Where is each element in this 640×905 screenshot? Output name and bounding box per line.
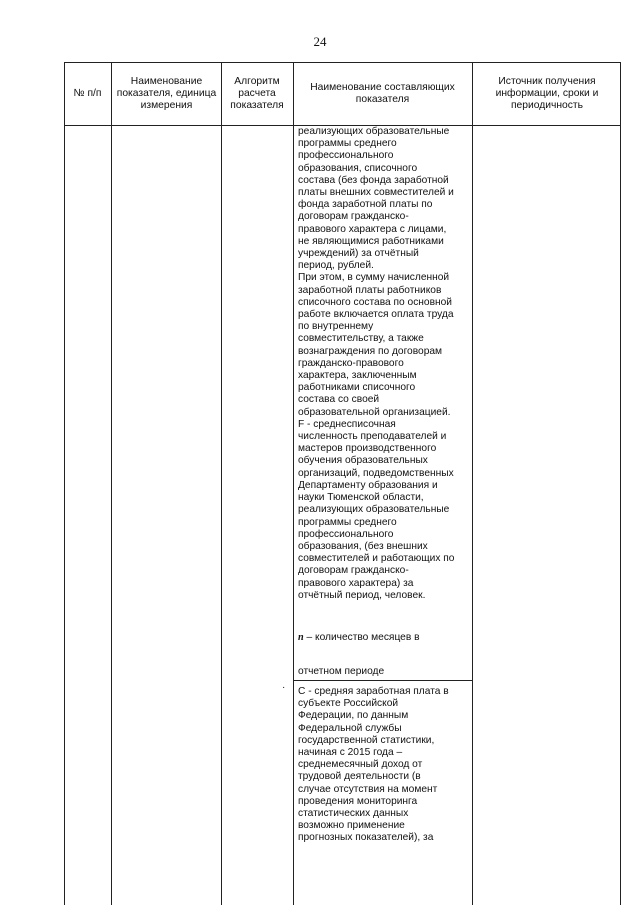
component-description: реализующих образовательные программы среднего профессионального образования, списочного состава (без фонда заработной платы внешних совместителей и фонда заработной платы по договорам гражданско- правового характера с лицами, не являющимися работниками учреждений) за отчётный период, рублей. При этом, в сумму начисленной заработной платы работников списочного состава по основной работе включается оплата труда по внутреннему совместительству, а также вознаграждения по договорам гражданско-правового характера, заключенным работниками списочного состава со своей образовательной организацией. F - среднесписочная численность преподавателей и мастеров производственного обучения образовательных организаций, подведомственных Департаменту образования и науки Тюменской области, реализующих образовательные программы среднего профессионального образования, (без внешних совместителей и работающих по договорам гражданско- правового характера) за отчётный период, человек. <box>298 126 455 601</box>
page-number: 24 <box>313 34 327 49</box>
cell-divider <box>293 680 473 681</box>
header-components: Наименование составляющих показателя <box>310 82 455 105</box>
header-source: Источник получения информации, сроки и периодичность <box>495 76 599 111</box>
column-divider <box>111 62 112 905</box>
table-border-left <box>64 62 65 905</box>
months-definition-cont: отчетном периоде <box>298 666 385 677</box>
table-border-right <box>620 62 621 905</box>
column-divider <box>472 62 473 905</box>
n-symbol: n <box>298 632 304 643</box>
column-divider <box>293 62 294 905</box>
header-algorithm: Алгоритм расчета показателя <box>230 76 284 111</box>
header-number: № п/п <box>73 88 102 99</box>
indicator-table <box>64 62 621 905</box>
header-indicator-name: Наименование показателя, единица измерения <box>116 76 217 111</box>
column-divider <box>221 62 222 905</box>
scan-dot: · <box>282 682 286 693</box>
table-border-top <box>64 62 621 63</box>
months-definition <box>298 632 472 644</box>
months-definition-text: – количество месяцев в <box>303 632 420 643</box>
average-salary-description: С - средняя заработная плата в субъекте Российской Федерации, по данным Федеральной службы государственной статистики, начиная с 2015 года – среднемесячный доход от трудовой деятельности (в случае отсутствия на момент проведения мониторинга статистических данных возможно применение прогнозных показателей), за <box>298 686 449 844</box>
